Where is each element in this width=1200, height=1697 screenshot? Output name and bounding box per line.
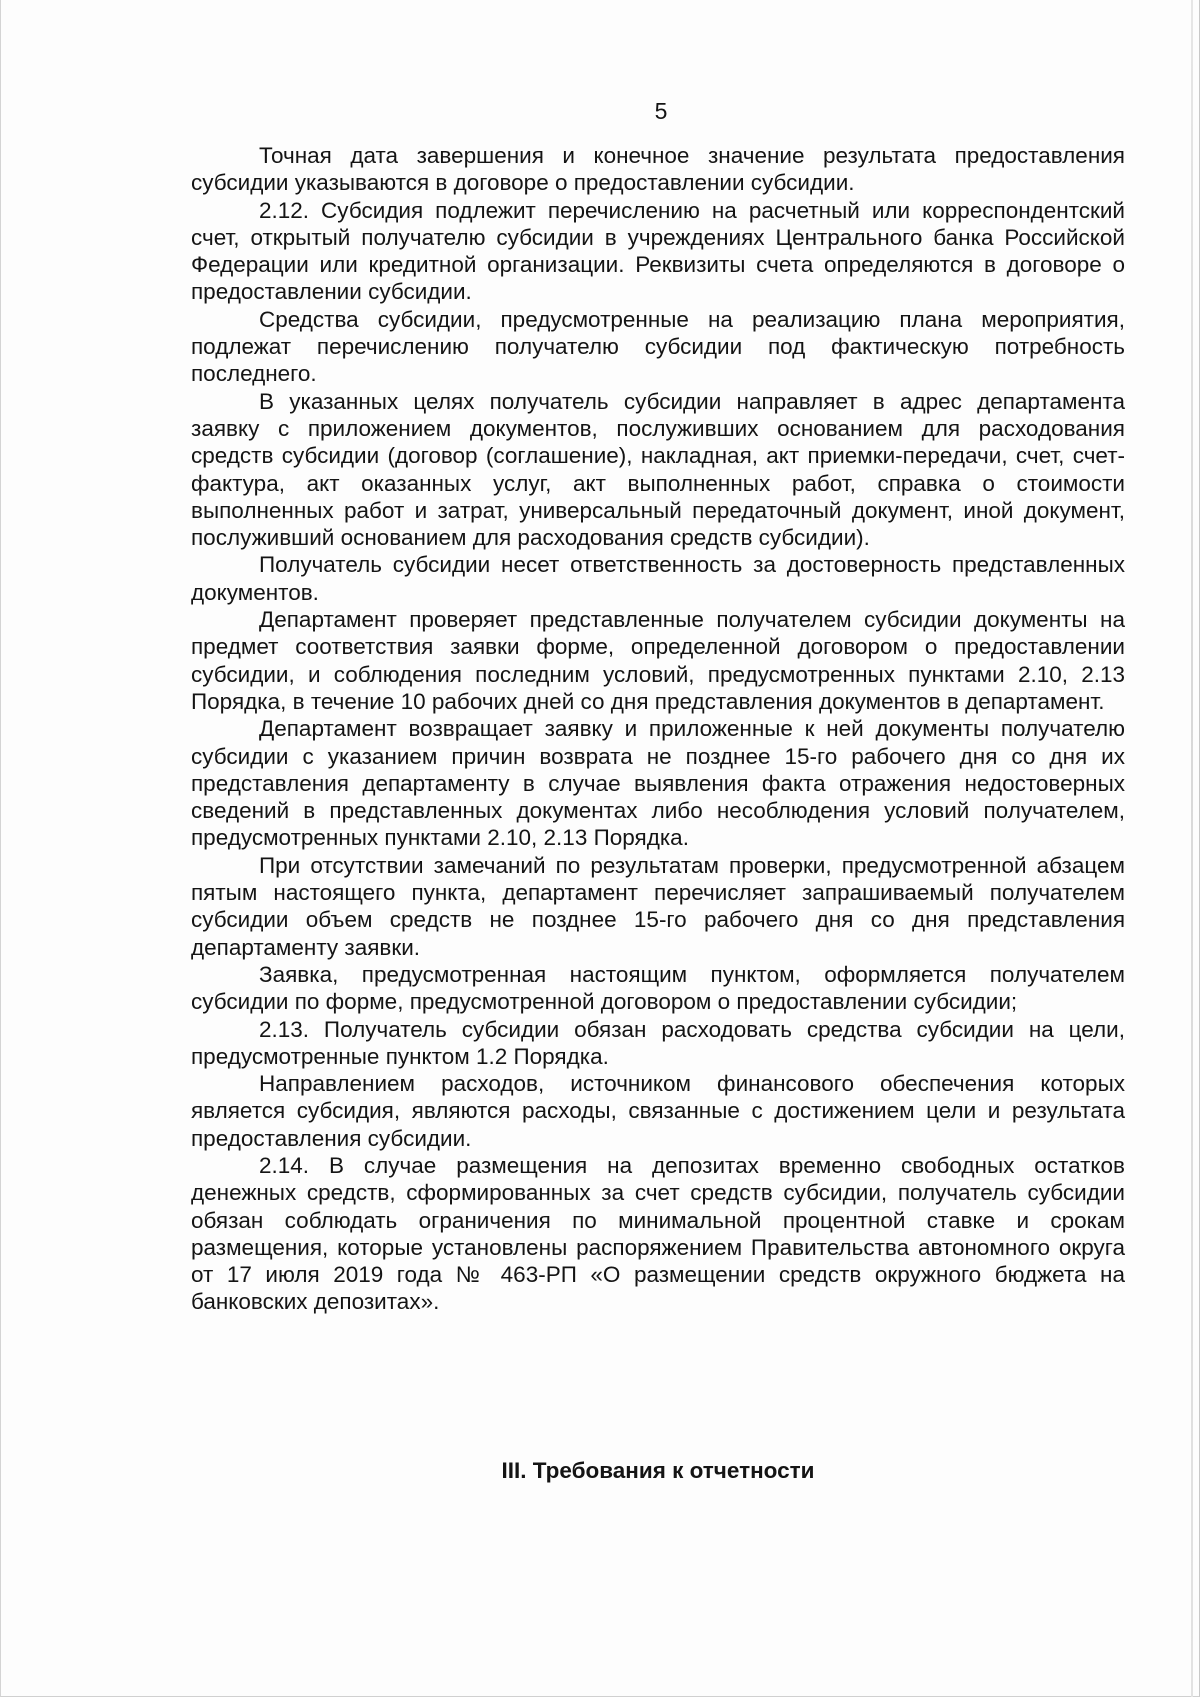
paragraph-application-form: Заявка, предусмотренная настоящим пунктом, оформляется получателем субсидии по форме, предусмотренной договором о предоставлении субсидии; xyxy=(191,961,1125,1015)
paragraph-plan-funds: Средства субсидии, предусмотренные на реализацию плана мероприятия, подлежат перечислению получателю субсидии под фактическую потребность последнего. xyxy=(191,306,1125,387)
paragraph-2-13: 2.13. Получатель субсидии обязан расходовать средства субсидии на цели, предусмотренные пунктом 1.2 Порядка. xyxy=(191,1016,1125,1069)
paragraph-2-12: 2.12. Субсидия подлежит перечислению на расчетный или корреспондентский счет, открытый получателю субсидии в учреждениях Центрального банка Российской Федерации или кредитной организации. Реквизиты счета определяются в договоре о предоставлении субсидии. xyxy=(191,197,1125,305)
paragraph-application-documents: В указанных целях получатель субсидии направляет в адрес департамента заявку с приложением документов, послуживших основанием для расходования средств субсидии (договор (соглашение), накладная, акт приемки-передачи, счет, счет-фактура, акт оказанных услуг, акт выполненных работ, справка о стоимости выполненных работ и затрат, универсальный передаточный документ, иной документ, послуживший основанием для расходования средств субсидии). xyxy=(191,388,1125,551)
page-number: 5 xyxy=(654,98,668,124)
paragraph-transfer: При отсутствии замечаний по результатам проверки, предусмотренной абзацем пятым настоящего пункта, департамент перечисляет запрашиваемый получателем субсидии объем средств не позднее 15-го рабочего дня со дня представления департаменту заявки. xyxy=(191,852,1125,960)
paragraph-department-check: Департамент проверяет представленные получателем субсидии документы на предмет соответствия заявки форме, определенной договором о предоставлении субсидии, и соблюдения последним условий, предусмотренных пунктами 2.10, 2.13 Порядка, в течение 10 рабочих дней со дня представления документов в департамент. xyxy=(191,607,1125,714)
paragraph-responsibility: Получатель субсидии несет ответственность за достоверность представленных документов. xyxy=(191,552,1125,605)
document-body xyxy=(191,142,1125,1316)
paragraph-result-date: Точная дата завершения и конечное значение результата предоставления субсидии указываются в договоре о предоставлении субсидии. xyxy=(191,143,1125,196)
scan-edge-shadow xyxy=(1191,0,1193,1697)
paragraph-expense-direction: Направлением расходов, источником финансового обеспечения которых является субсидия, являются расходы, связанные с достижением цели и результата предоставления субсидии. xyxy=(191,1071,1125,1151)
paragraph-department-return: Департамент возвращает заявку и приложенные к ней документы получателю субсидии с указанием причин возврата не позднее 15-го рабочего дня со дня их представления департаменту в случае выявления факта отражения недостоверных сведений в представленных документах либо несоблюдения условий получателем, предусмотренных пунктами 2.10, 2.13 Порядка. xyxy=(191,716,1125,851)
paragraph-2-14: 2.14. В случае размещения на депозитах временно свободных остатков денежных средств, сформированных за счет средств субсидии, получатель субсидии обязан соблюдать ограничения по минимальной процентной ставке и срокам размещения, которые установлены распоряжением Правительства автономного округа от 17 июля 2019 года № 463-РП «О размещении средств окружного бюджета на банковских депозитах». xyxy=(191,1152,1125,1315)
section-heading: III. Требования к отчетности xyxy=(501,1458,815,1483)
